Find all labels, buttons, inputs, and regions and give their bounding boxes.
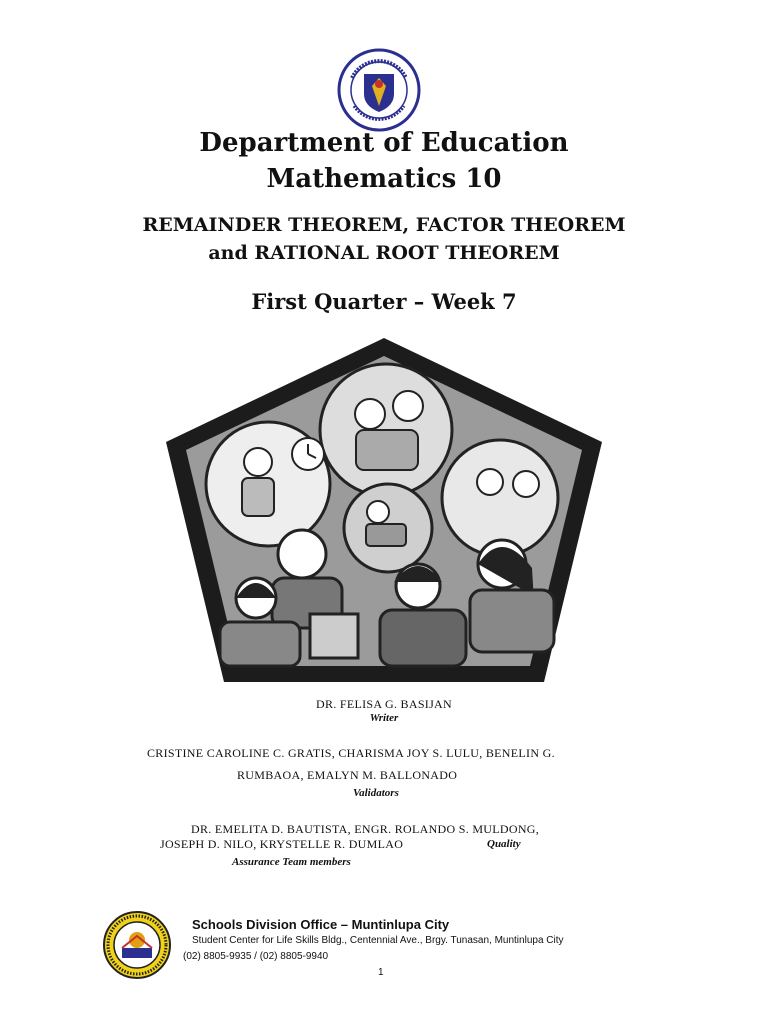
document-title: Department of Education: [199, 128, 569, 158]
qa-role-part-2: Assurance Team members: [232, 856, 351, 868]
office-address: Student Center for Life Skills Bldg., Centennial Ave., Brgy. Tunasan, Muntinlupa City: [192, 935, 564, 946]
quarter-week: First Quarter – Week 7: [251, 289, 517, 314]
office-name: Schools Division Office – Muntinlupa City: [192, 917, 450, 932]
validators-names-line-1: CRISTINE CAROLINE C. GRATIS, CHARISMA JOY S. LULU, BENELIN G.: [147, 746, 555, 760]
qa-names-line-2: JOSEPH D. NILO, KRYSTELLE R. DUMLAO: [160, 837, 404, 851]
page-number: 1: [378, 967, 384, 978]
cover-illustration: [160, 332, 608, 688]
office-phone: (02) 8805-9935 / (02) 8805-9940: [183, 951, 329, 962]
subject-title: Mathematics 10: [266, 164, 502, 194]
deped-seal-icon: [334, 48, 424, 132]
topic-line-2: and RATIONAL ROOT THEOREM: [208, 242, 560, 264]
qa-names-line-1: DR. EMELITA D. BAUTISTA, ENGR. ROLANDO S. MULDONG,: [191, 822, 540, 836]
writer-role: Writer: [369, 712, 399, 724]
writer-name: DR. FELISA G. BASIJAN: [316, 697, 452, 711]
validators-role: Validators: [353, 787, 399, 799]
validators-names-line-2: RUMBAOA, EMALYN M. BALLONADO: [237, 768, 458, 782]
topic-line-1: REMAINDER THEOREM, FACTOR THEOREM: [142, 214, 626, 236]
sdo-muntinlupa-seal-icon: [102, 910, 172, 980]
qa-role-part-1: Quality: [487, 838, 521, 850]
